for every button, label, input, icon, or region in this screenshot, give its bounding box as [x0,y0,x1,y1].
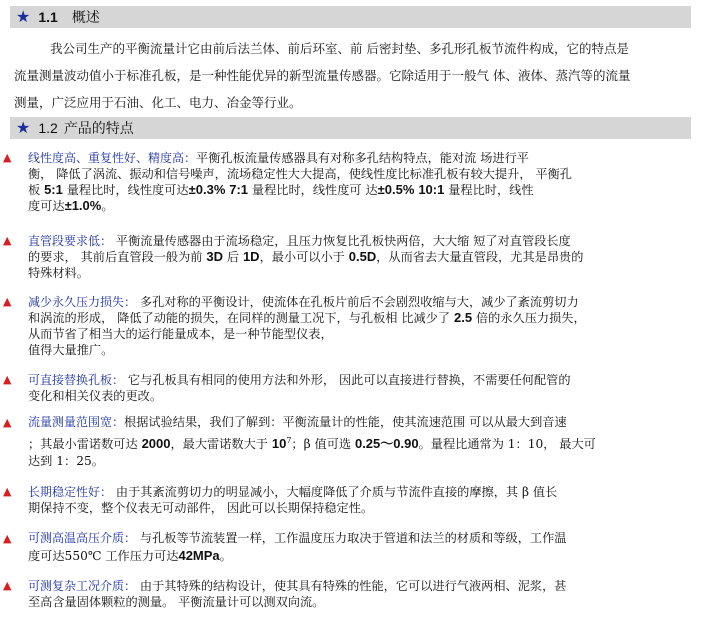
feature-text: 衡， 降低了涡流、振动和信号噪声，流场稳定性大大提高，使线性度比标准孔板有较大提升， 平衡孔 [28,167,572,181]
intro-line: 流量测量波动值小于标准孔板，是一种性能优异的新型流量传感器。它除适用于一般气 体、液体、蒸汽等的流量 [14,68,631,83]
intro-line: 我公司生产的平衡流量计它由前后法兰体、前后环室、前 后密封垫、多孔形孔板节流件构成，它的特点是 [50,41,629,56]
section-header-1-2 [10,117,691,139]
feature-text: 后 [223,250,243,264]
triangle-bullet-icon: ▲ [3,373,12,386]
feature-text: 期保持不变，整个仪表无可动部件， 因此可以长期保持稳定性。 [28,501,374,515]
feature-text: 量程比时，线性 [444,183,534,197]
feature-text: ，最大雷诺数大于 [170,436,272,451]
feature-value: 1D [242,249,260,264]
feature-value: 2.5 [454,310,473,325]
triangle-bullet-icon: ▲ [3,234,12,247]
feature-text: 与孔板等节流装置一样，工作温度压力取决于管道和法兰的材质和等级，工作温 [136,531,567,545]
section-number: 1.2 [38,120,58,136]
feature-text: 根据试验结果，我们了解到：平衡流量计的性能，使其流速范围 可以从最大到音速 [124,415,567,429]
feature-heading: 线性度高、重复性好、精度高： [28,151,197,165]
feature-text: 倍的永久压力损失， [472,311,586,325]
triangle-bullet-icon: ▲ [3,485,12,498]
section-number: 1.1 [38,9,58,25]
feature-text: 。 [219,549,232,563]
feature-heading: 直管段要求低： [28,234,113,248]
feature-item [3,530,686,565]
feature-text: 由于其紊流剪切力的明显减小，大幅度降低了介质与节流件直接的摩擦，其 β 值长 [112,485,558,499]
feature-text: ，从而省去大量直管段，尤其是昂贵的 [376,250,584,264]
feature-text: 量程比时，线性度可 达 [248,183,378,197]
feature-item [3,372,686,404]
section-header-1-1 [10,6,691,28]
feature-item [3,150,686,214]
feature-heading: 可测高温高压介质： [28,531,137,545]
feature-value: 2000 [141,435,171,451]
feature-value: 10:1 [418,182,445,197]
feature-text: 量程比时，线性度可达 [62,183,189,197]
feature-text: 。量程比通常为 1：10， 最大可 [418,436,596,451]
feature-item [3,578,686,610]
section-title: 产品的特点 [63,121,134,137]
feature-heading: 长期稳定性好： [28,485,113,499]
exponent: 7 [286,435,292,445]
feature-value: 0.5D [348,249,377,264]
triangle-bullet-icon: ▲ [3,579,12,592]
star-icon: ★ [16,7,31,26]
feature-value: 5:1 [44,182,63,197]
feature-text: 的要求， 其前后直管段一般为前 [28,250,207,264]
feature-value: ±0.5% [377,182,415,197]
intro-line: 测量，广泛应用于石油、化工、电力、冶金等行业。 [14,95,302,110]
feature-text: 它与孔板具有相同的使用方法和外形， 因此可以直接进行替换，不需要任何配管的 [124,373,571,387]
feature-text: 由于其特殊的结构设计，使其具有特殊的性能，它可以进行气液两相、泥浆，甚 [136,579,567,593]
feature-text: 板 [28,183,45,197]
triangle-bullet-icon: ▲ [3,532,12,545]
triangle-bullet-icon: ▲ [3,151,12,164]
feature-value: 10 [271,435,287,451]
feature-value: 7:1 [229,182,249,197]
feature-heading: 流量测量范围宽： [28,415,125,429]
feature-heading: 可直接替换孔板： [28,373,125,387]
feature-text: 达到 1：25。 [28,454,104,469]
feature-text: 值得大量推广。 [28,343,114,357]
feature-value: ±1.0% [64,198,102,213]
feature-text: 变化和相关仪表的更改。 [28,389,163,403]
intro-paragraph [14,35,688,116]
feature-text: ；其最小雷诺数可达 [28,436,142,451]
feature-text: 平衡孔板流量传感器具有对称多孔结构特点，能对流 场进行平 [196,151,529,165]
star-icon: ★ [16,118,31,137]
feature-value: ±0.3% [188,182,226,197]
triangle-bullet-icon: ▲ [3,416,12,429]
feature-heading: 减少永久压力损失： [28,295,137,309]
feature-text: 至高含量固体颗粒的测量。 平衡流量计可以测双向流。 [28,595,325,609]
feature-text: 从而节省了相当大的运行能量成本，是一种节能型仪表， [28,327,333,341]
feature-text: 平衡流量传感器由于流场稳定，且压力恢复比孔板快两倍，大大缩 短了对直管段长度 [112,234,571,248]
feature-value: 3D [206,249,223,264]
feature-text: 度可达 [28,199,65,213]
feature-text: 。 [101,199,114,213]
feature-text: 和涡流的形成， 降低了动能的损失，在同样的测量工况下，与孔板相 比减少了 [28,311,454,325]
feature-heading: 可测复杂工况介质： [28,579,137,593]
section-title: 概述 [71,10,100,26]
triangle-bullet-icon: ▲ [3,295,12,308]
feature-value: 0.25～0.90 [354,435,419,451]
feature-item [3,484,686,516]
feature-value: 42MPa [178,548,220,563]
feature-item [3,294,686,358]
feature-text: ，最小可以小于 [259,250,349,264]
feature-text: 多孔对称的平衡设计，使流体在孔板片前后不会剧烈收缩与大，减少了紊流剪切力 [136,295,579,309]
feature-text: 特殊材料。 [28,266,89,280]
feature-text: ；β 值可选 [291,436,355,451]
feature-item [3,233,686,281]
feature-item [3,414,686,471]
feature-text: 度可达550℃ 工作压力可达 [28,549,179,563]
